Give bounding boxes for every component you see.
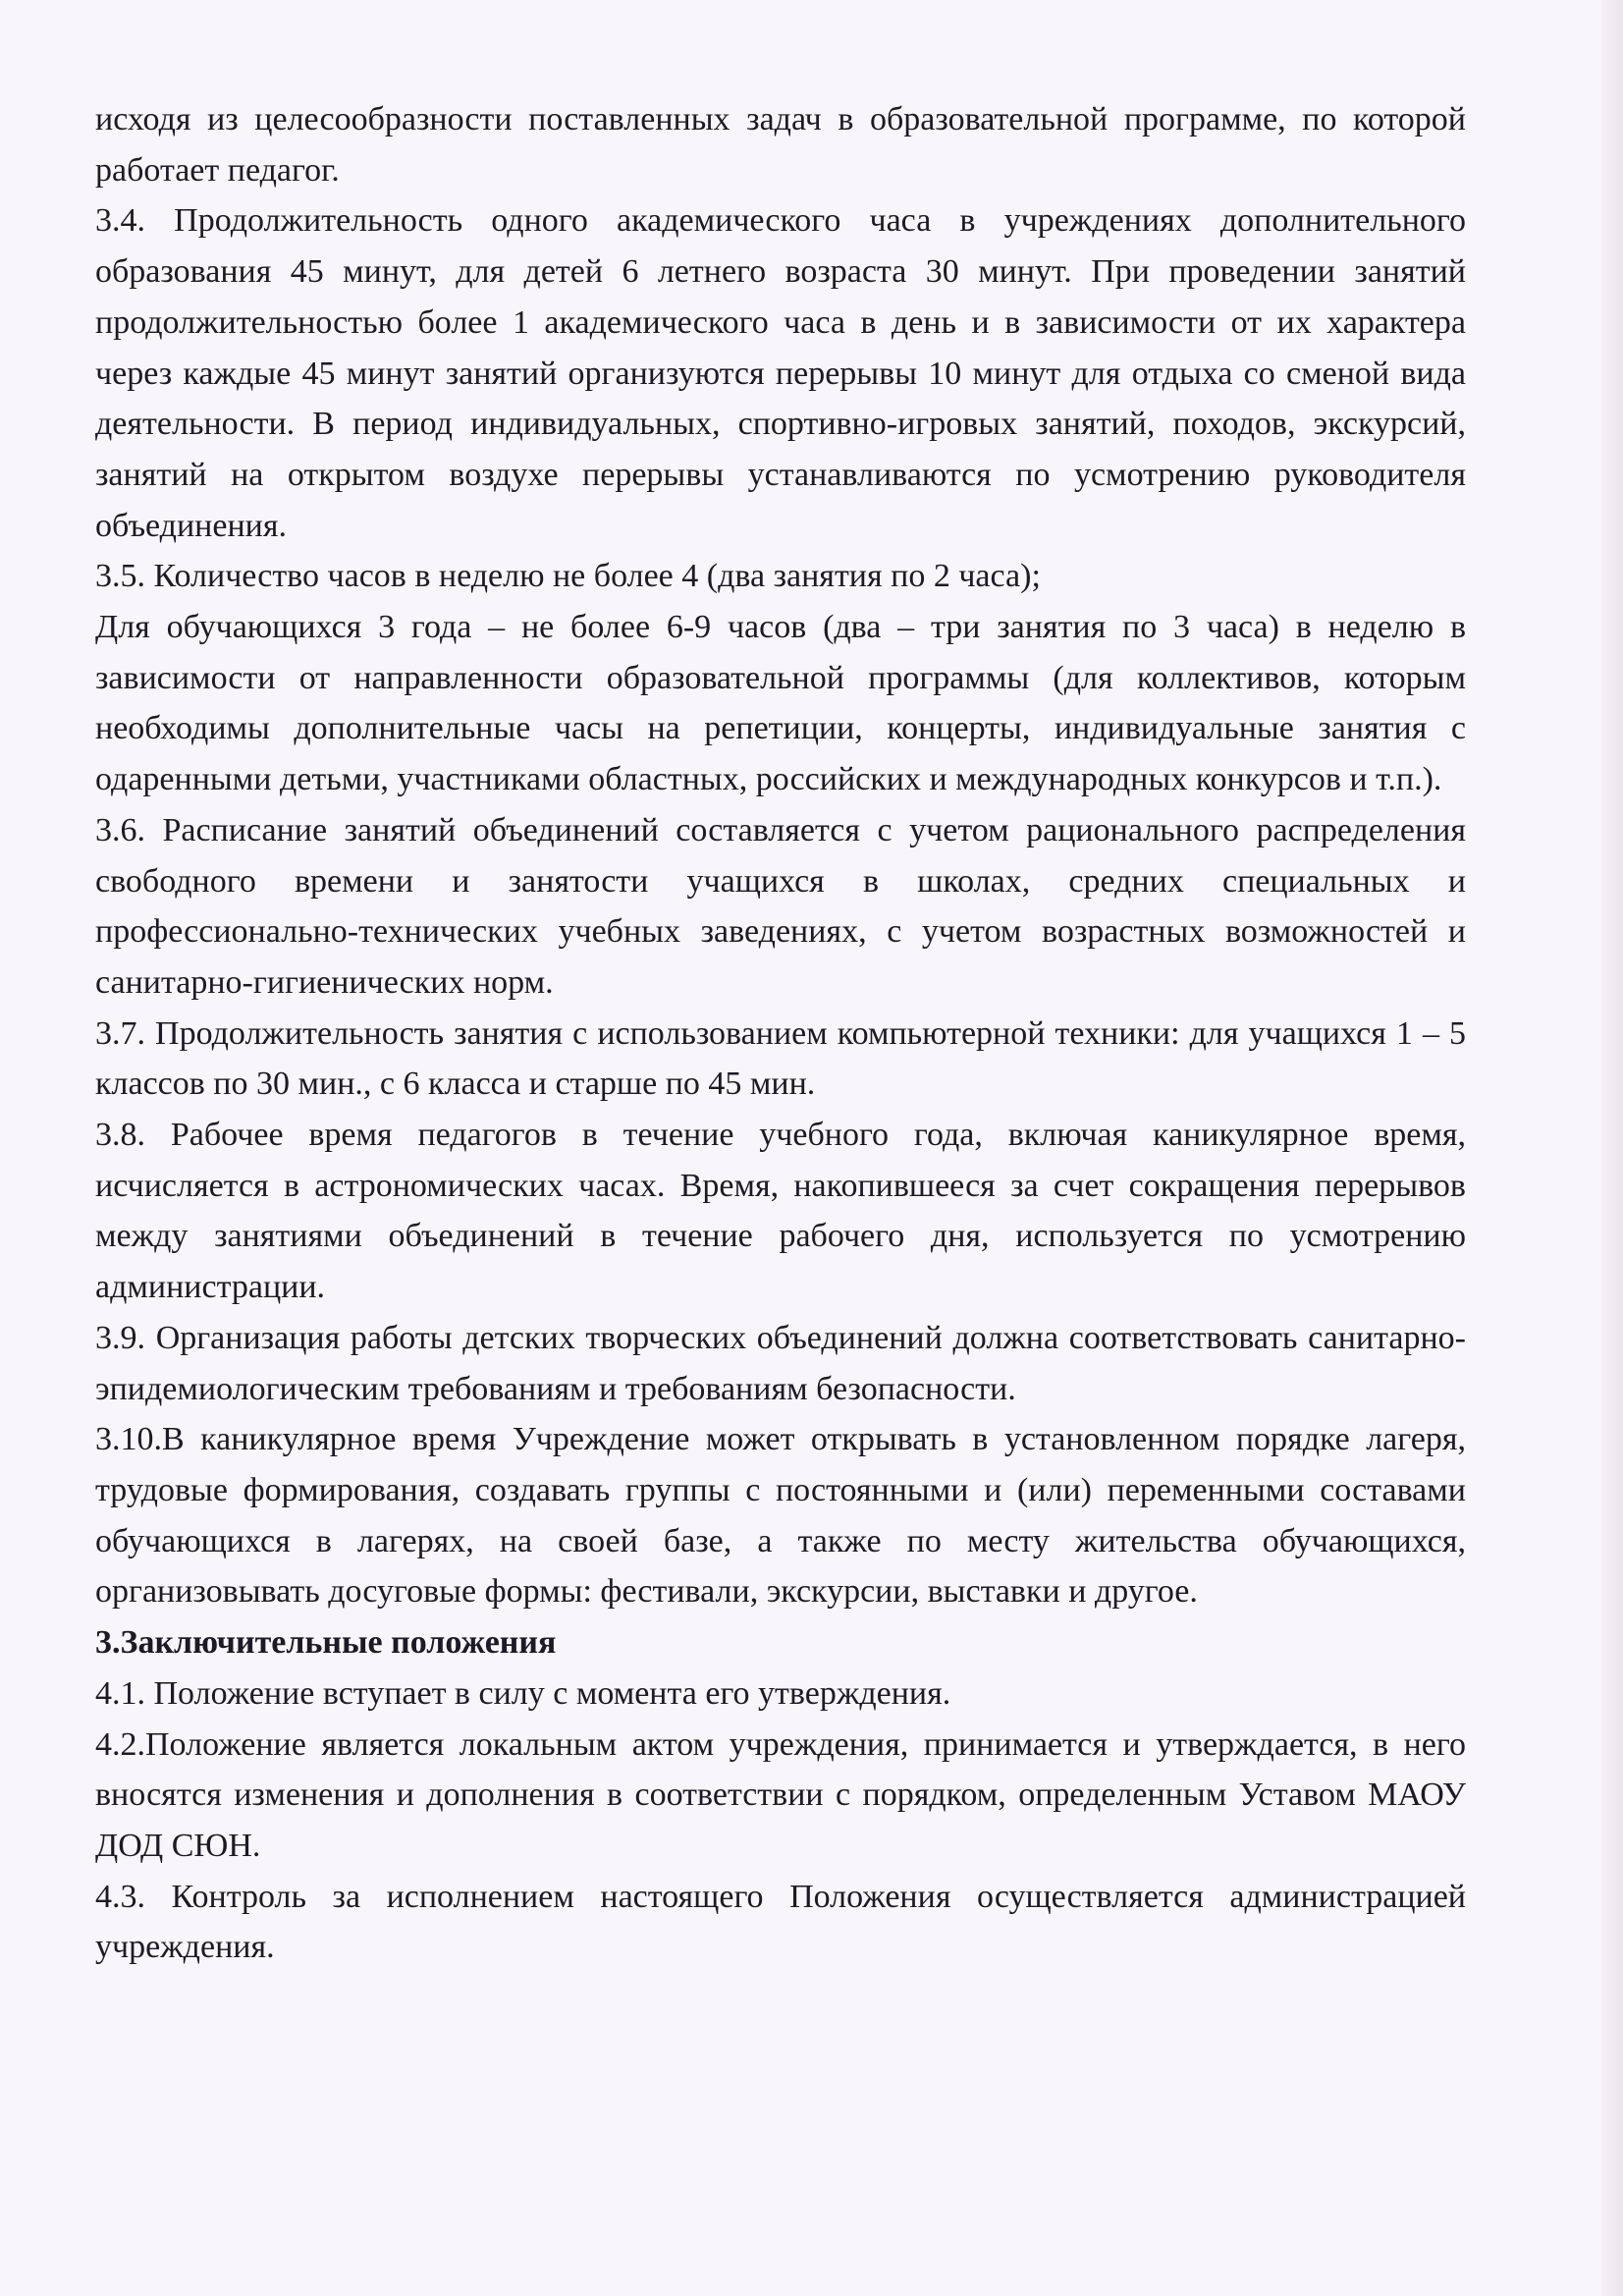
document-body (95, 94, 1466, 1973)
paragraph-intro-continuation: исходя из целесообразности поставленных задач в образовательной программе, по которой работает педагог. (95, 101, 1466, 189)
paragraph-3-7: 3.7. Продолжительность занятия с использованием компьютерной техники: для учащихся 1 – 5 классов по 30 мин., с 6 класса и старше по 45 мин. (95, 1014, 1466, 1103)
paragraph-3-6: 3.6. Расписание занятий объединений составляется с учетом рационального распределения свободного времени и занятости учащихся в школах, средних специальных и профессионально-технических учебных заведениях, с учетом возрастных возможностей и санитарно-гигиенических норм. (95, 811, 1466, 1001)
paragraph-3-10: 3.10.В каникулярное время Учреждение может открывать в установленном порядке лагеря, трудовые формирования, создавать группы с постоянными и (или) переменными составами обучающихся в лагерях, на своей базе, а также по месту жительства обучающихся, организовывать досуговые формы: фестивали, экскурсии, выставки и другое. (95, 1421, 1466, 1611)
paragraph-4-3: 4.3. Контроль за исполнением настоящего Положения осуществляется администрацией учреждения. (95, 1878, 1466, 1966)
paragraph-3-4: 3.4. Продолжительность одного академического часа в учреждениях дополнительного образования 45 минут, для детей 6 летнего возраста 30 минут. При проведении занятий продолжительностью более 1 академического часа в день и в зависимости от их характера через каждые 45 минут занятий организуются перерывы 10 минут для отдыха со сменой вида деятельности. В период индивидуальных, спортивно-игровых занятий, походов, экскурсий, занятий на открытом воздухе перерывы устанавливаются по усмотрению руководителя объединения. (95, 202, 1466, 544)
paragraph-4-2: 4.2.Положение является локальным актом учреждения, принимается и утверждается, в него вносятся изменения и дополнения в соответствии с порядком, определенным Уставом МАОУ ДОД СЮН. (95, 1725, 1466, 1864)
scan-edge (1601, 0, 1623, 2296)
paragraph-3-9: 3.9. Организация работы детских творческих объединений должна соответствовать санитарно-эпидемиологическим требованиям и требованиям безопасности. (95, 1319, 1466, 1407)
paragraph-3-5-continued: Для обучающихся 3 года – не более 6-9 часов (два – три занятия по 3 часа) в неделю в зависимости от направленности образовательной программы (для коллективов, которым необходимы дополнительные часы на репетиции, концерты, индивидуальные занятия с одаренными детьми, участниками областных, российских и международных конкурсов и т.п.). (95, 609, 1466, 798)
section-heading-final-provisions: 3.Заключительные положения (95, 1624, 557, 1662)
paragraph-3-5: 3.5. Количество часов в неделю не более 4 (два занятия по 2 часа); (95, 558, 1041, 595)
paragraph-3-8: 3.8. Рабочее время педагогов в течение учебного года, включая каникулярное время, исчисляется в астрономических часах. Время, накопившееся за счет сокращения перерывов между занятиями объединений в течение рабочего дня, используется по усмотрению администрации. (95, 1117, 1466, 1306)
paragraph-4-1: 4.1. Положение вступает в силу с момента его утверждения. (95, 1674, 951, 1712)
